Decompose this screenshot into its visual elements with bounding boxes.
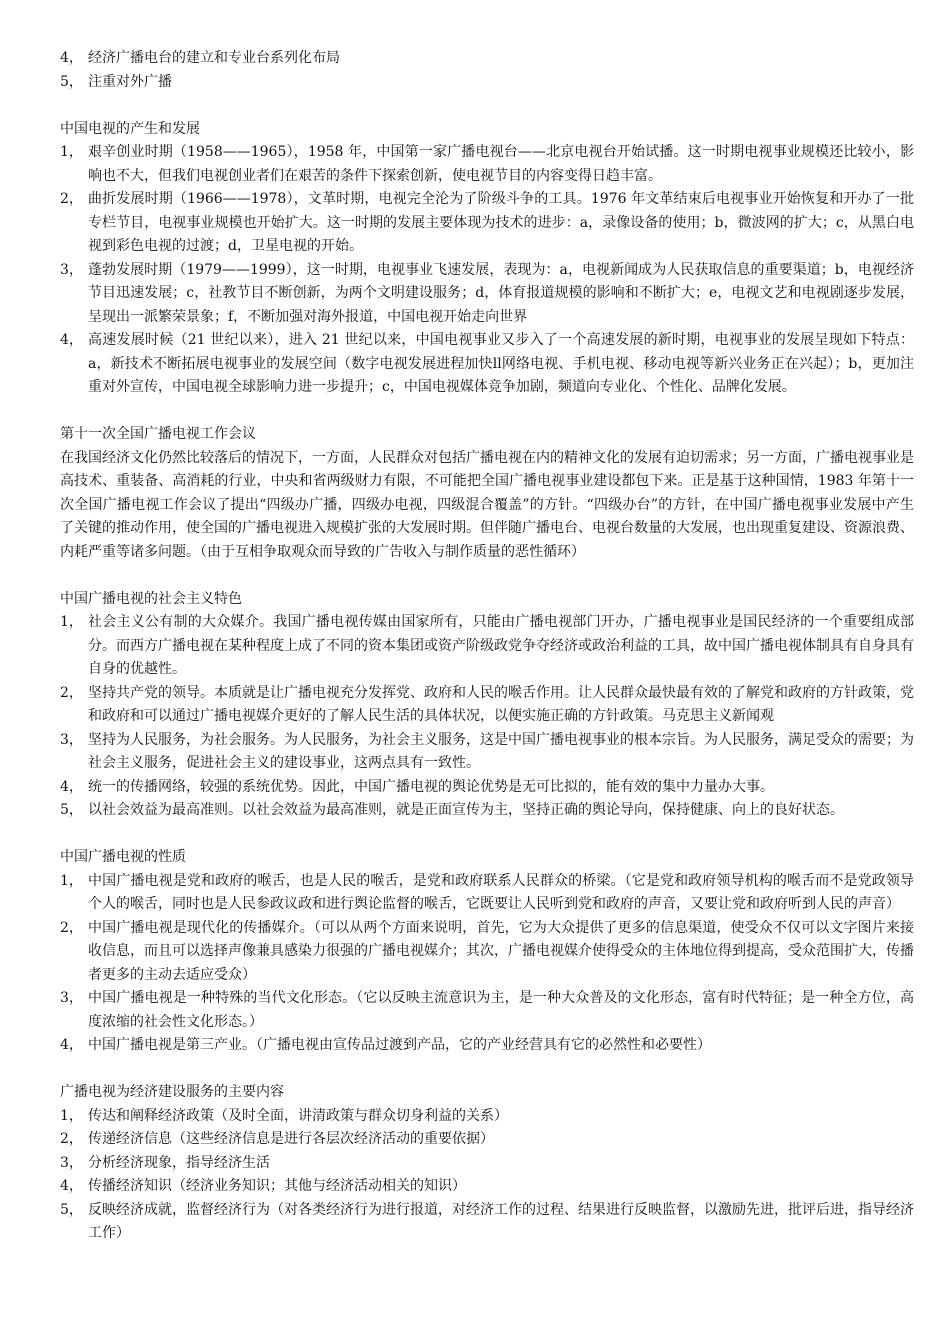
item-number: 4，: [60, 778, 83, 795]
section-heading: 第十一次全国广播电视工作会议: [60, 426, 256, 442]
list-item: [60, 1175, 914, 1199]
list-item: [60, 987, 914, 1034]
list-item: [60, 799, 914, 823]
list-item: [60, 682, 914, 729]
section-conference: [60, 423, 914, 564]
intro-list: [60, 47, 914, 94]
section-nature: [60, 846, 914, 1058]
section-tv-development: [60, 118, 914, 400]
item-text: 坚持为人民服务，为社会服务。为人民服务，为社会主义服务，这是中国广播电视事业的根本宗旨。为人民服务，满足受众的需要；为社会主义服务，促进社会主义的建设事业，这两点具有一致性。: [88, 731, 914, 771]
item-number: 3，: [60, 1154, 83, 1171]
item-text: 曲折发展时期（1966——1978），文革时期，电视完全沦为了阶级斗争的工具。1976 年文革结束后电视事业开始恢复和开办了一批专栏节目，电视事业规模也开始扩大。这一时期的发展主要体现为技术的进步：a，录像设备的使用；b，微波网的扩大；c，从黑白电视到彩色电视的过渡；d，卫星电视的开始。: [88, 191, 914, 254]
section-heading: 广播电视为经济建设服务的主要内容: [60, 1084, 284, 1100]
spacer: [60, 94, 914, 118]
item-text: 高速发展时候（21 世纪以来），进入 21 世纪以来，中国电视事业又步入了一个高速发展的新时期，电视事业的发展呈现如下特点：a，新技术不断拓展电视事业的发展空间（数字电视发展进程加快ll网络电视、手机电视、移动电视等新兴业务正在兴起）；b，更加注重对外宣传，中国电视全球影响力进一步提升；c，中国电视媒体竞争加剧，频道向专业化、个性化、品牌化发展。: [88, 332, 914, 395]
list-item: [60, 611, 914, 682]
item-text: 中国广播电视是现代化的传播媒介。（可以从两个方面来说明，首先，它为大众提供了更多的信息渠道，使受众不仅可以文字图片来接收信息，而且可以选择声像兼具感染力很强的广播电视媒介；其次，广播电视媒介使得受众的主体地位得到提高，受众范围扩大，传播者更多的主动去适应受众）: [88, 919, 914, 983]
list-item: [60, 47, 914, 71]
item-number: 2，: [60, 1131, 83, 1147]
item-number: 5，: [60, 73, 83, 90]
item-number: 2，: [60, 684, 83, 701]
item-text: 蓬勃发展时期（1979——1999），这一时期，电视事业飞速发展，表现为：a，电视新闻成为人民获取信息的重要渠道；b，电视经济节目迅速发展；c，社教节目不断创新，为两个文明建设服务；d，体育报道规模的影响和不断扩大；e，电视文艺和电视剧逐步发展，呈现出一派繁荣景象；f，不断加强对海外报道，中国电视开始走向世界: [88, 261, 914, 325]
list-item: [60, 71, 914, 95]
item-number: 4，: [60, 1178, 83, 1194]
item-text: 社会主义公有制的大众媒介。我国广播电视传媒由国家所有，只能由广播电视部门开办，广播电视事业是国民经济的一个重要组成部分。而西方广播电视在某种程度上成了不同的资本集团或资产阶级政党争夺经济或政治利益的工具，故中国广播电视体制具有自身具有自身的优越性。: [88, 614, 914, 677]
section-heading: 中国广播电视的性质: [60, 849, 186, 865]
list-item: [60, 1152, 914, 1176]
list-item: [60, 1105, 914, 1129]
item-number: 1，: [60, 1107, 83, 1124]
item-text: 传达和阐释经济政策（及时全面，讲清政策与群众切身利益的关系）: [88, 1107, 508, 1124]
list-item: [60, 259, 914, 330]
item-text: 分析经济现象，指导经济生活: [88, 1154, 270, 1171]
item-number: 3，: [60, 731, 83, 748]
list-item: [60, 1128, 914, 1152]
item-number: 2，: [60, 191, 83, 207]
item-text: 反映经济成就，监督经济行为（对各类经济行为进行报道，对经济工作的过程、结果进行反映监督，以激励先进，批评后进，指导经济工作）: [88, 1201, 914, 1241]
section-economy-service: [60, 1081, 914, 1246]
item-number: 1，: [60, 872, 83, 889]
section-socialist-features: [60, 588, 914, 823]
item-number: 5，: [60, 802, 83, 818]
item-number: 3，: [60, 261, 83, 278]
list-item: [60, 776, 914, 800]
item-text: 传播经济知识（经济业务知识；其他与经济活动相关的知识）: [88, 1178, 466, 1194]
item-number: 2，: [60, 919, 83, 936]
section-paragraph: 在我国经济文化仍然比较落后的情况下，一方面，人民群众对包括广播电视在内的精神文化的发展有迫切需求；另一方面，广播电视事业是高技术、重装备、高消耗的行业，中央和省两级财力有限，不可能把全国广播电视事业建设都包下来。正是基于这种国情，1983 年第十一次全国广播电视工作会议了提出“四级办广播，四级办电视，四级混合覆盖”的方针。“四级办台”的方针，在中国广播电视事业发展中产生了关键的推动作用，使全国的广播电视进入规模扩张的大发展时期。但伴随广播电台、电视台数量的大发展，也出现重复建设、资源浪费、内耗严重等诸多问题。（由于互相争取观众而导致的广告收入与制作质量的恶性循环）: [60, 449, 914, 560]
section-heading: 中国广播电视的社会主义特色: [60, 590, 242, 607]
item-text: 中国广播电视是一种特殊的当代文化形态。（它以反映主流意识为主，是一种大众普及的文化形态，富有时代特征；是一种全方位，高度浓缩的社会性文化形态。）: [88, 990, 914, 1030]
spacer: [60, 1058, 914, 1082]
item-number: 1，: [60, 614, 83, 630]
list-item: [60, 329, 914, 400]
item-text: 以社会效益为最高准则。以社会效益为最高准则，就是正面宣传为主，坚持正确的舆论导向，保持健康、向上的良好状态。: [88, 802, 844, 818]
item-number: 4，: [60, 1037, 83, 1053]
item-text: 中国广播电视是第三产业。（广播电视由宣传品过渡到产品，它的产业经营具有它的必然性和必要性）: [88, 1037, 711, 1053]
item-number: 1，: [60, 144, 83, 160]
item-number: 4，: [60, 50, 83, 66]
item-text: 统一的传播网络，较强的系统优势。因此，中国广播电视的舆论优势是无可比拟的，能有效的集中力量办大事。: [88, 778, 774, 795]
item-text: 坚持共产党的领导。本质就是让广播电视充分发挥党、政府和人民的喉舌作用。让人民群众最快最有效的了解党和政府的方针政策，党和政府和可以通过广播电视媒介更好的了解人民生活的具体状况，以便实施正确的方针政策。马克思主义新闻观: [88, 684, 914, 724]
item-text: 经济广播电台的建立和专业台系列化布局: [88, 50, 340, 66]
list-item: [60, 870, 914, 917]
section-heading: 中国电视的产生和发展: [60, 120, 200, 137]
list-item: [60, 1199, 914, 1246]
item-text: 注重对外广播: [88, 73, 172, 90]
item-text: 传递经济信息（这些经济信息是进行各层次经济活动的重要依据）: [88, 1131, 494, 1147]
list-item: [60, 188, 914, 259]
list-item: [60, 1034, 914, 1058]
item-text: 中国广播电视是党和政府的喉舌，也是人民的喉舌，是党和政府联系人民群众的桥梁。（它是党和政府领导机构的喉舌而不是党政领导个人的喉舌，同时也是人民参政议政和进行舆论监督的喉舌，它既要让人民听到党和政府的声音，又要让党和政府听到人民的声音）: [88, 872, 914, 912]
item-number: 3，: [60, 990, 83, 1006]
list-item: [60, 141, 914, 188]
item-text: 艰辛创业时期（1958——1965），1958 年，中国第一家广播电视台——北京电视台开始试播。这一时期电视事业规模还比较小，影响也不大，但我们电视创业者们在艰苦的条件下探索创新，使电视节目的内容变得日趋丰富。: [88, 144, 914, 184]
spacer: [60, 564, 914, 588]
spacer: [60, 400, 914, 424]
item-number: 4，: [60, 332, 83, 348]
spacer: [60, 823, 914, 847]
item-number: 5，: [60, 1201, 83, 1218]
list-item: [60, 917, 914, 988]
list-item: [60, 729, 914, 776]
